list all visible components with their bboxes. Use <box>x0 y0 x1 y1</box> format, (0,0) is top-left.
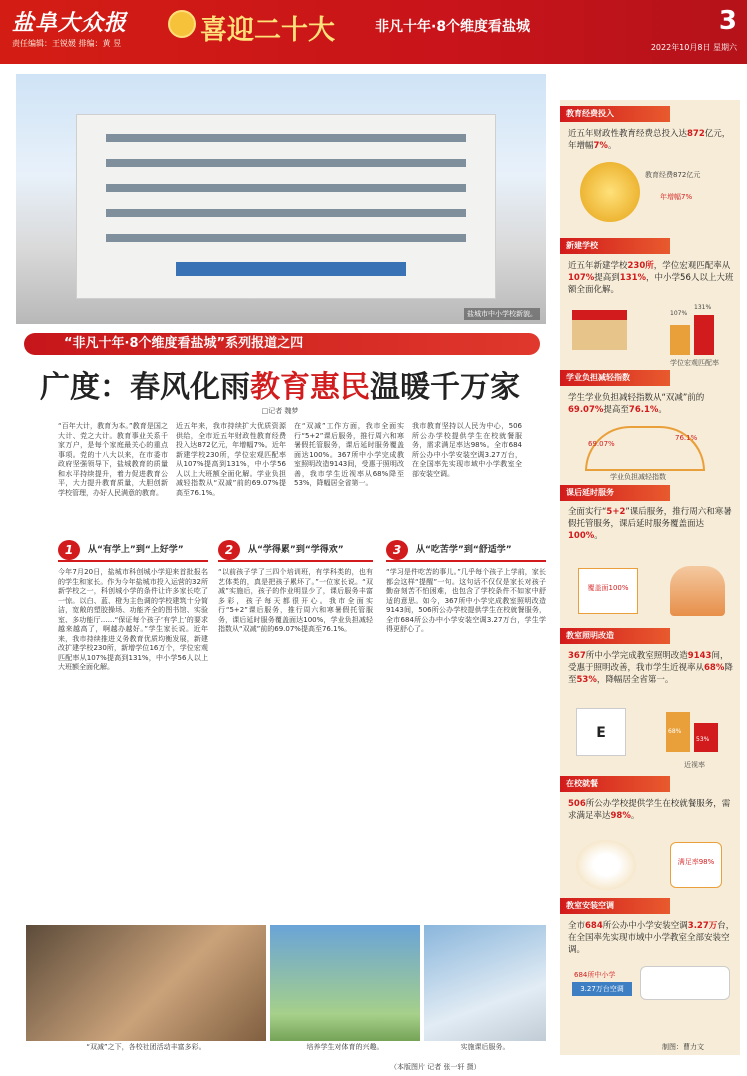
ac-units-label: 3.27万台空调 <box>572 982 632 996</box>
sidebar-text: 学生学业负担减轻指数从“双减”前的69.07%提高至76.1%。 <box>568 393 705 415</box>
page-title: 广度：春风化雨教育惠民温暖千万家 <box>40 370 520 405</box>
section-heading: 3 从“吃苦学”到“舒适学” <box>386 540 546 562</box>
burden-before: 69.07% <box>588 440 615 448</box>
sidebar-heading: 学业负担减轻指数 <box>560 370 670 386</box>
section-heading: 2 从“学得累”到“学得欢” <box>218 540 373 562</box>
series-label: “非凡十年·8个维度看盐城”系列报道之四 <box>24 333 540 355</box>
page-number: 3 <box>718 6 737 36</box>
students-icon <box>670 566 725 616</box>
hero-photo <box>16 74 546 324</box>
issue-date: 2022年10月8日 星期六 <box>650 43 737 52</box>
newspaper-logo: 盐阜大众报 <box>12 10 128 36</box>
satisfaction-badge: 满足率98% <box>670 842 722 888</box>
photo-music-class <box>26 925 266 1053</box>
bar-before <box>670 325 690 355</box>
sidebar-text: 全面实行“5+2”课后服务，推行周六和寒暑假托管服务，课后延时服务覆盖面达100%。 <box>568 507 732 541</box>
school-banner <box>176 262 406 276</box>
growth-label: 年增幅7% <box>660 193 693 201</box>
myopia-before: 68% <box>668 728 682 735</box>
coins-icon <box>580 162 640 222</box>
banner-title: 喜迎二十大 <box>200 15 335 46</box>
ac-schools-label: 684所中小学 <box>574 971 616 979</box>
byline: □记者 魏梦 <box>261 407 299 415</box>
burden-after: 76.1% <box>675 434 698 442</box>
sidebar-heading: 新建学校 <box>560 238 670 254</box>
burden-label: 学业负担减轻指数 <box>610 473 666 481</box>
sidebar-text: 近五年新建学校230所，学位宏观匹配率从107%提高到131%，中小学56人以上大班额全面化解。 <box>568 261 734 295</box>
burden-gauge <box>585 426 705 471</box>
masthead <box>0 0 747 64</box>
capacity-bars: 107% 131% <box>670 310 720 355</box>
section-body: 今年7月20日，盐城市科创城小学迎来首批报名的学生和家长。作为今年盐城市投入运营的32所新学校之一，科创城小学的条件让许多家长吃了一惊。以白、蓝、橙为主色调的学校建筑十分简洁，宽敞的塑胶操场、功能齐全的图书馆、实验室、多功能厅……“保证每个孩子‘有学上’的要求越来越高了，啊越办越好。”学生家长说。近年来，我市持续推进义务教育优质均衡发展，新建改扩建学校230所，新增学位16万个，学位宏观匹配率从107%提高到131%，中小学56人以上大班额全面化解。 <box>58 568 208 671</box>
meal-icon <box>576 840 636 890</box>
capacity-label: 学位宏观匹配率 <box>670 359 719 367</box>
sidebar-text: 506所公办学校提供学生在校就餐服务，需求满足率达98%。 <box>568 799 731 821</box>
sidebar-heading: 教育经费投入 <box>560 106 670 122</box>
sidebar-heading: 教室照明改造 <box>560 628 670 644</box>
photo-credit: （本版图片 记者 张一轩 摄） <box>390 1063 481 1071</box>
myopia-after: 53% <box>696 736 710 743</box>
intro-paragraph: 在“双减”工作方面，我市全面实行“5+2”课后服务，推行周六和寒暑假托管服务，课后延时服务覆盖面达100%。367所中小学完成教室照明改造9143间，受惠于照明改善，我市学生近视率从68%降至53%，降幅居全省第一。 <box>294 422 404 487</box>
eye-chart-icon: E <box>576 708 626 756</box>
intro-paragraph: “百年大计，教育为本。”教育是国之大计、党之大计。教育事业关系千家万户，是每个家庭最关心的重点事项。党的十八大以来，在市委市政府坚强领导下，盐城教育的质量和水平持续提升，着力促进教育公平，大力提升教育质量，大胆创新学校管理，办好人民满意的教育。 <box>58 422 168 497</box>
sidebar-heading: 课后延时服务 <box>560 485 670 501</box>
party-emblem-icon <box>168 10 196 38</box>
sidebar-heading: 教室安装空调 <box>560 898 670 914</box>
sidebar-heading: 在校就餐 <box>560 776 670 792</box>
bar-after <box>694 315 714 355</box>
photo-afterschool <box>424 925 546 1053</box>
photo-sports <box>270 925 420 1053</box>
intro-paragraph: 近五年来，我市持续扩大优质资源供给，全市近五年财政性教育经费投入达872亿元，年增幅7%。近年新建学校230所，学位宏观匹配率从107%提高到131%，中小学56人以上大班额全面化解。学业负担减轻指数从“双减”前的69.07%提高至76.1%。 <box>176 422 286 497</box>
section-body: “以前孩子学了三四个培训班，有学科类的，也有艺体类的，真是把孩子累坏了。”一位家长说。“双减”实施后，孩子的作业明显少了，课后服务丰富多彩，孩子每天都很开心。我市全面实行“5+2”课后服务，推行周六和寒暑假托管服务，课后延时服务覆盖面达100%，学业负担减轻指数从“双减”前的69.07%提高至76.1%。 <box>218 568 373 633</box>
intro-paragraph: 我市教育坚持以人民为中心，506所公办学校提供学生在校就餐服务，需求满足率达98%。全市684所公办中小学安装空调3.27万台，在全国率先实现市域中小学教室全部安装空调。 <box>412 422 522 478</box>
sidebar-text: 367所中小学完成教室照明改造9143间，受惠于照明改善，我市学生近视率从68%降至53%，降幅居全省第一。 <box>568 651 733 685</box>
school-icon <box>572 310 627 350</box>
graphic-credit: 制图：曹力文 <box>662 1043 704 1051</box>
funding-label: 教育经费872亿元 <box>645 171 701 179</box>
hero-caption: 盐城市中小学校新貌。 <box>464 308 540 320</box>
photo-caption: “双减”之下，各校社团活动丰富多彩。 <box>26 1041 266 1053</box>
section-heading: 1 从“有学上”到“上好学” <box>58 540 208 562</box>
infographic-sidebar <box>560 100 740 1055</box>
photo-caption: 培养学生对体育的兴趣。 <box>270 1041 420 1053</box>
myopia-label: 近视率 <box>684 761 705 769</box>
photo-caption: 实施课后服务。 <box>424 1041 546 1053</box>
air-conditioner-icon <box>640 966 730 1000</box>
coverage-badge: 覆盖面100% <box>578 568 638 614</box>
banner-subtitle: 非凡十年·8个维度看盐城 <box>375 19 531 35</box>
sidebar-text: 近五年财政性教育经费总投入达872亿元，年增幅7%。 <box>568 129 731 151</box>
section-body: “学习是件吃苦的事儿。”几乎每个孩子上学前，家长都会这样“提醒”一句。这句话不仅仅是家长对孩子勤奋刻苦不怕困难，也包含了学校条件不如家中舒适的意思。如今，367所中小学完成教室照明改造9143间，506所公办学校提供学生在校就餐服务，全市684所公办中小学安装空调3.27万台，学生学得更舒心了。 <box>386 568 546 633</box>
editor-credit: 责任编辑：王锐媛 排编：黄 昱 <box>12 39 122 48</box>
sidebar-text: 全市684所公办中小学安装空调3.27万台，在全国率先实现市域中小学教室全部安装空调。 <box>568 921 735 955</box>
